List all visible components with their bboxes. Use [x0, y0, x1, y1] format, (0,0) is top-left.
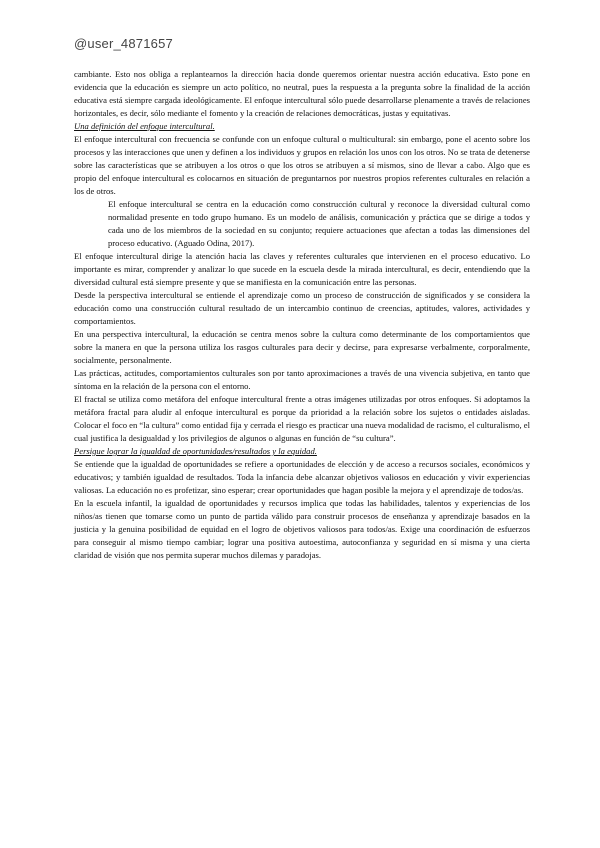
- paragraph: El enfoque intercultural dirige la atención hacia las claves y referentes culturales que intervienen en el proceso educativo. Lo importante es mirar, comprender y analizar lo que sucede en la escuela desde la mirada intercultural, es decir, entendiendo que la diversidad cultural está siempre presente y que se manifiesta en la comunicación entre las personas.: [74, 251, 530, 287]
- paragraph: Desde la perspectiva intercultural se entiende el aprendizaje como un proceso de construcción de significados y se considera la educación como una construcción cultural resultado de un intercambio continuo de creencias, aptitudes, valores, actividades y comportamientos.: [74, 290, 530, 326]
- block-quote: El enfoque intercultural se centra en la educación como construcción cultural y reconoce la diversidad cultural como normalidad presente en todo grupo humano. Es un modelo de análisis, comunicación y práctica que se dirige a todos y cada uno de los miembros de la sociedad en su conjunto; requiere actuaciones que afectan a todas las dimensiones del proceso educativo. (Aguado Odina, 2017).: [108, 199, 530, 248]
- paragraph: El fractal se utiliza como metáfora del enfoque intercultural frente a otras imágenes utilizadas por otros enfoques. Si adoptamos la metáfora fractal para aludir al enfoque intercultural es porque da prioridad a la relación sobre los sujetos o entidades aisladas. Colocar el foco en “la cultura” como entidad fija y cerrada el riesgo es practicar una nueva modalidad de racismo, el culturalismo, el cual justifica la desigualdad y los privilegios de algunos o algunas en función de “su cultura”.: [74, 394, 530, 443]
- section-heading-definition: Una definición del enfoque intercultural.: [74, 121, 215, 131]
- paragraph: Se entiende que la igualdad de oportunidades se refiere a oportunidades de elección y de acceso a recursos sociales, económicos y educativos; y también igualdad de resultados. Toda la infancia debe alcanzar objetivos valiosos en educación y vivir experiencias valiosas. La educación no es profetizar, sino esperar; crear oportunidades que hagan posible la mejora y el aprendizaje de todos/as.: [74, 459, 530, 495]
- paragraph: El enfoque intercultural con frecuencia se confunde con un enfoque cultural o multicultural: sin embargo, pone el acento sobre los procesos y las interacciones que unen y definen a los individuos y grupos en relación los unos con los otros. No se trata de detenerse sobre las características que se atribuyen a los otros o que los otros se atribuyen a sí mismos, sino de llevar a cabo. Algo que es propio del enfoque intercultural es colocarnos en situación de preguntarnos por nuestros propios referentes culturales en relación a los de otros.: [74, 134, 530, 196]
- user-handle: @user_4871657: [74, 36, 173, 51]
- paragraph: En una perspectiva intercultural, la educación se centra menos sobre la cultura como determinante de los comportamientos que sobre la manera en que la persona utiliza los rasgos culturales para decir y decirse, para expresarse verbalmente, corporalmente, socialmente, personalmente.: [74, 329, 530, 365]
- paragraph: Las prácticas, actitudes, comportamientos culturales son por tanto aproximaciones a través de una vivencia subjetiva, en tanto que síntoma en la relación de la persona con el entorno.: [74, 368, 530, 391]
- section-heading-equity: Persigue lograr la igualdad de oportunidades/resultados y la equidad.: [74, 446, 317, 456]
- document-page: [74, 68, 530, 562]
- paragraph-intro: cambiante. Esto nos obliga a replantearnos la dirección hacia donde queremos orientar nuestra acción educativa. Esto pone en evidencia que la educación es siempre un acto político, no neutral, pues la respuesta a la pregunta sobre la finalidad de la acción educativa está siempre cargada ideológicamente. El enfoque intercultural sólo puede desarrollarse plenamente a través de relaciones horizontales, es decir, sólo mediante el fomento y la creación de relaciones democráticas, justas y equitativas.: [74, 69, 530, 118]
- paragraph: En la escuela infantil, la igualdad de oportunidades y recursos implica que todas las habilidades, talentos y experiencias de los niños/as tienen que tomarse como un punto de partida válido para construir procesos de enseñanza y aprendizaje basados en la justicia y la genuina posibilidad de equidad en el logro de objetivos valiosos para todos/as. Exige una coordinación de esfuerzos para conseguir al mismo tiempo cambiar; lograr una positiva autoestima, autoconfianza y seguridad en sí misma y una cierta claridad de visión que nos permita superar muchos dilemas y paradojas.: [74, 498, 530, 560]
